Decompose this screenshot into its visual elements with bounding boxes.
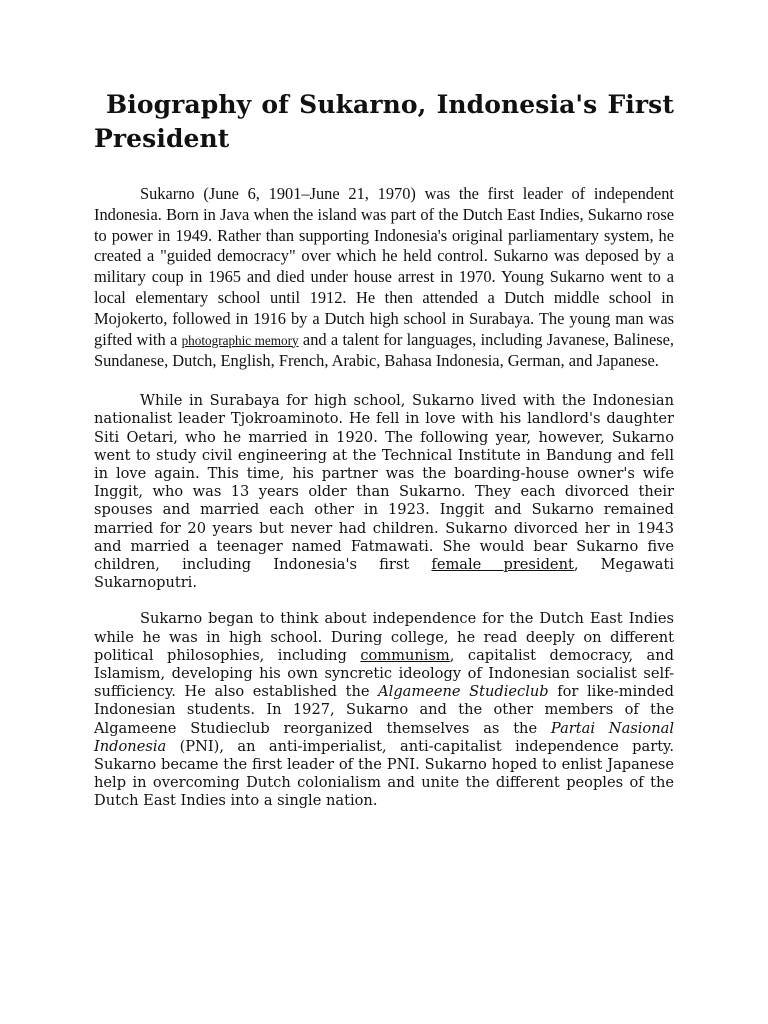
paragraph-text: for like-minded Indonesian students. In 1927, Sukarno and the other members of the Algameene Studieclub reorganized themselves as the: [94, 683, 674, 737]
paragraph-text: Sukarno (June 6, 1901–June 21, 1970) was the first leader of independent Indonesia. Born in Java when the island was part of the Dutch East Indies, Sukarno rose to power in 1949. Rather than supporting Indonesia's original parliamentary system, he created a "guided democracy" over which he held control. Sukarno was deposed by a military coup in 1965 and died under house arrest in 1970. Young Sukarno went to a local elementary school until 1912. He then attended a Dutch middle school in Mojokerto, followed in 1916 by a Dutch high school in Surabaya. The young man was gifted with a: [94, 184, 674, 349]
page-title: [94, 88, 674, 156]
paragraph-text: and a talent for languages, including Javanese, Balinese, Sundanese, Dutch, English, French, Arabic, Bahasa Indonesia, German, and Japanese.: [94, 329, 674, 371]
paragraph-marriages: [94, 392, 674, 592]
paragraph-text: , Megawati Sukarnoputri.: [94, 556, 675, 592]
italic-algameene-studieclub: Algameene Studieclub: [378, 683, 549, 701]
link-photographic-memory[interactable]: photographic memory: [181, 332, 299, 348]
paragraph-independence: [94, 610, 674, 810]
link-communism[interactable]: communism: [360, 646, 450, 664]
italic-partai-nasional-indonesia: Partai Nasional Indonesia: [94, 719, 674, 755]
paragraph-text: While in Surabaya for high school, Sukarno lived with the Indonesian nationalist leader Tjokroaminoto. He fell in love with his landlord's daughter Siti Oetari, who he married in 1920. The following year, however, Sukarno went to study civil engineering at the Technical Institute in Bandung and fell in love again. This time, his partner was the boarding-house owner's wife Inggit, who was 13 years older than Sukarno. They each divorced their spouses and married each other in 1923. Inggit and Sukarno remained married for 20 years but never had children. Sukarno divorced her in 1943 and married a teenager named Fatmawati. She would bear Sukarno five children, including Indonesia's first: [94, 392, 674, 573]
paragraph-early-life: [94, 184, 674, 372]
link-female-president[interactable]: female president: [431, 556, 574, 573]
page-title-text: Biography of Sukarno, Indonesia's First President: [94, 90, 674, 153]
document-page: [94, 88, 674, 811]
paragraph-text: , capitalist democracy, and Islamism, developing his own syncretic ideology of Indonesian socialist self-sufficiency. He also established the: [94, 646, 674, 701]
paragraph-text: (PNI), an anti-imperialist, anti-capitalist independence party. Sukarno became the first leader of the PNI. Sukarno hoped to enlist Japanese help in overcoming Dutch colonialism and unite the different peoples of the Dutch East Indies into a single nation.: [94, 737, 674, 810]
paragraph-text: Sukarno began to think about independence for the Dutch East Indies while he was in high school. During college, he read deeply on different political philosophies, including: [94, 610, 674, 664]
